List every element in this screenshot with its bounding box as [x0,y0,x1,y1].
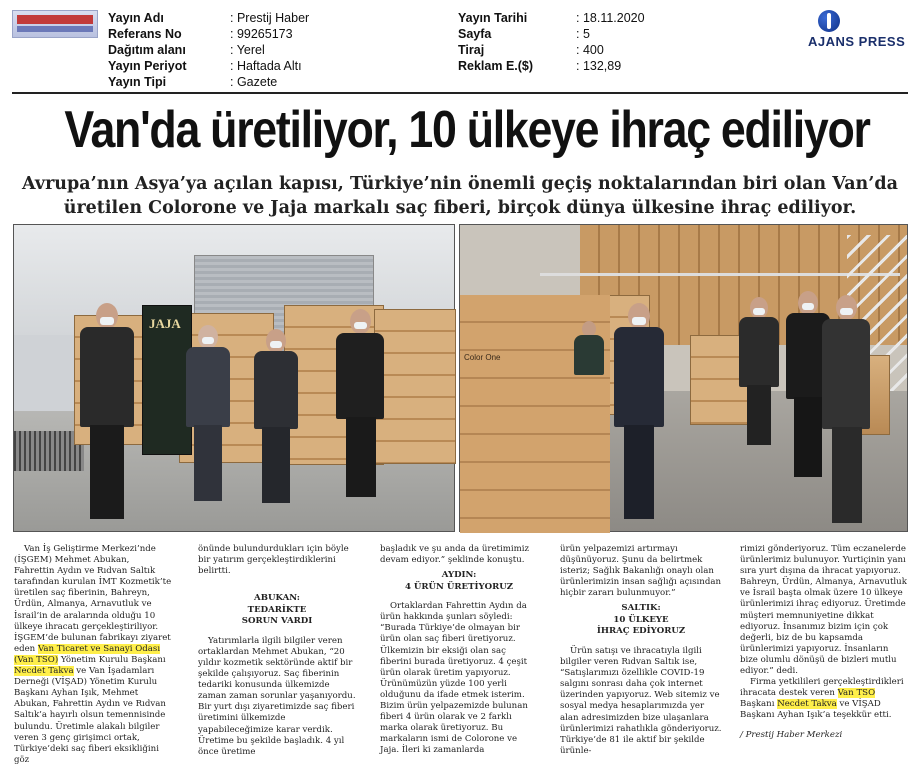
meta-key: Referans No [108,27,182,41]
article-column-5 [740,544,908,741]
person [610,303,668,523]
meta-value: : 400 [576,43,604,57]
subheading: SALTIK: 10 ÜLKEYE İHRAÇ EDİYORUZ [596,603,686,637]
body-text: ve VİŞAD Başkanı Ayhan Işık’a teşekkür etti. [740,699,892,721]
photo-warehouse [459,224,908,532]
globe-icon [818,10,840,32]
person [250,329,302,505]
highlighted-text: Van TSO [837,688,876,699]
header-divider [12,92,908,94]
person [332,309,388,501]
highlighted-text: Necdet Takva [14,666,74,677]
meta-right [458,10,698,78]
meta-value: : 132,89 [576,59,622,73]
meta-key: Tiraj [458,43,485,57]
article-column-2 [198,544,356,758]
meta-key: Dağıtım alanı [108,43,186,57]
body-text: başladık ve şu anda da üretimimiz devam ediyor.” şeklinde konuştu. [380,544,530,566]
subheading: ABUKAN: TEDARİKTE SORUN VARDI [241,593,313,627]
meta-key: Yayın Tipi [108,75,167,89]
meta-key: Reklam E.($) [458,59,534,73]
meta-key: Yayın Tarihi [458,11,528,25]
article-headline: Van'da üretiliyor, 10 ülkeye ihraç ediliyor [64,101,870,159]
person [76,303,136,523]
meta-key: Sayfa [458,27,492,41]
meta-value: : Yerel [230,43,265,57]
body-text: Yönetim Kurulu Başkanı [58,654,166,665]
meta-value: : Gazete [230,75,278,89]
body-text: ürün yelpazemizi artırmayı düşünüyoruz. Şunu da belirtmek isteriz; Sağlık Bakanlığı onaylı olan ürünlerimizin insan sağlığı açısından hiçbir zararı bulunmuyor.” [560,544,721,599]
meta-value: : Haftada Altı [230,59,302,73]
body-text: önünde bulundurdukları için böyle bir yatırım gerçekleştirdiklerini belirtti. [198,544,349,577]
body-text: ve Van İşadamları Derneği (VİŞAD) Yönetim Kurulu Başkanı Ayhan Işık, Mehmet Abukan, Fahrettin Aydın ve Rıdvan Saltık’a hayırlı olsun temennisinde bulundu. Üretimle alakalı bilgiler veren 3 genç girişimci ortak, Türkiye’deki saç fiberi eksikliğini göz [14,666,166,765]
meta-value: : Prestij Haber [230,11,310,25]
agency-logo [808,10,908,50]
meta-key: Yayın Adı [108,11,164,25]
person [572,321,606,381]
meta-value: : 5 [576,27,590,41]
agency-name: AJANS PRESS [808,34,906,49]
person [736,297,782,447]
article-credit: / Prestij Haber Merkezi [740,729,843,740]
body-text: rimizi gönderiyoruz. Tüm eczanelerde ürünlerimiz bulunuyor. Yurtiçinin yanı sıra yurt dışına da ihracat yapıyoruz. Bahreyn, Ürdün, Almanya, Arnavutluk ve İsrail başta olmak üzere 10 ülkeye ürünlerimizi ihraç ediyoruz. Üretimde müşteri memnuniyetine dikkat ediyoruz. İnsanımız bizim için çok değerli, biz de bu kapsamda ürünlerimizi yapıyoruz. İnsanların bize olumlu dönüşü de bizleri mutlu ediyor.” dedi. [740,544,907,677]
article-deck: Avrupa’nın Asya’ya açılan kapısı, Türkiye’nin önemli geçiş noktalarından biri olan Van’da üretilen Colorone ve Jaja markalı saç fiberi, birçok dünya ülkesine ihraç ediliyor. [22,174,898,218]
article-column-4 [560,544,722,757]
body-text: Başkanı [740,699,778,710]
body-text: Yatırımlarla ilgili bilgiler veren ortaklardan Mehmet Abukan, “20 yıldır kozmetik sektöründe aktif bir şekilde çalışıyoruz. Saç fiberinin tedariki konusunda ülkemizde zaman zaman sorunlar yaşanıyordu. Bir yurt dışı ziyaretimizde saç fiberi üretimini ülkemizde yapabileceğimize karar verdik. Üretime bu şekilde başladık. 4 yıl önce üretime [198,635,356,757]
person [818,295,874,527]
person [182,325,234,505]
subheading: AYDIN: 4 ÜRÜN ÜRETİYORUZ [404,570,514,592]
meta-value: : 18.11.2020 [576,11,645,25]
body-text: Ortaklardan Fahrettin Aydın da ürün hakkında şunları söyledi: “Burada Türkiye’de olmayan bir ürün olan saç fiberi üretiyoruz. Ülkemizin bir eksiği olan saç fiberini burada üretiyoruz. 4 çeşit ürün olarak üretim yapıyoruz. Ürünümüzün yüzde 100 yerli olduğunu da ifade etmek isterim. Bizim ürün yelpazemizde bulunan fiberi 4 ürün olarak ve 2 farklı marka olarak üretiyoruz. Bu markaların ismi de Colorone ve Jaja. İleri ki zamanlarda [380,601,528,756]
box-label: Color One [464,353,501,362]
article-column-3 [380,544,538,757]
meta-key: Yayın Periyot [108,59,187,73]
highlighted-text: Necdet Takva [777,699,837,710]
newspaper-logo [12,10,98,38]
body-text: Firma yetkilileri gerçekleştirdikleri ihracata destek veren [740,677,904,699]
meta-value: : 99265173 [230,27,293,41]
article-column-1 [14,544,172,766]
photo-factory-visit [13,224,455,532]
meta-left [108,10,348,94]
body-text: Van İş Geliştirme Merkezi’nde (İŞGEM) Mehmet Abukan, Fahrettin Aydın ve Rıdvan Saltık tarafından kurulan İMT Kozmetik’te üretilen saç fiberinin, Bahreyn, Ürdün, Almanya, Arnavutluk ve İsrail’in de aralarında olduğu 10 ülkeye ihracatı gerçekleştiriliyor. İŞGEM’de bulunan fabrikayı ziyaret eden [14,544,172,654]
banner-label: JAJA [149,316,181,331]
body-text: Ürün satışı ve ihracatıyla ilgili bilgiler veren Rıdvan Saltık ise, “Satışlarımızı özellikle COVID-19 salgını sonrası daha çok internet üzerinden yapıyoruz. Web sitemiz ve sosyal medya hesaplarımızda yer alan adresimizden bize ulaşanlara ürünlerimizi rahatlıkla gönderiyoruz. Türkiye’de 81 ile aktif bir şekilde ürünle- [560,645,722,756]
highlighted-text: Van Ticaret ve Sanayi Odası (Van TSO) [14,643,161,665]
